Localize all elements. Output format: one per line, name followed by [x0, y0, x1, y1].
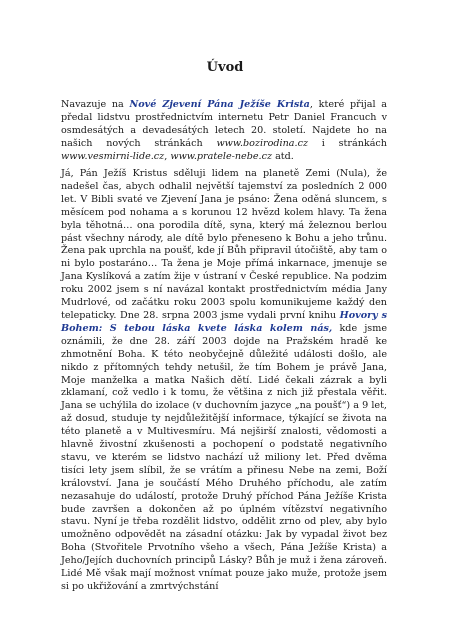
main-text-2: kde jsme oznámili, že dne 28. září 2003 dojde na Pražském hradě ke zhmotnění Boha. K této neobyčejně důležité události došlo, ale nikdo z přítomných tehdy netušil, že tím Bohem je právě Jana, Moje manželka a matka Našich dětí. Lidé čekali zázrak a byli zklamaní, což vedlo i k tomu, že většina z nich již přestala věřit. Jana se uchýlila do izolace (v duchovním jazyce „na poušť“) a 9 let, až dosud, studuje ty nejdůležitější informace, týkající se života na této planetě a v Multivesmíru. Má nejširší znalosti, vědomosti a hlavně živostní zkušenosti a pochopení o podstatě negativního stavu, ve kterém se lidstvo nachází už miliony let. Před dvěma tisíci lety jsem slíbil, že se vrátím a přinesu Nebe na zemi, Boží království. Jana je součástí Mého Druhého příchodu, ale zatím nezasahuje do událostí, protože Druhý příchod Pána Ježíše Krista bude završen a dokončen až po úplném vítězství negativního stavu. Nyní je třeba rozdělit lidstvo, oddělit zrno od plev, aby bylo umožněno odpovědět na zásadní otázku: Jak by vypadal život bez Boha (Stvořitele Prvotního všeho a všech, Pána Ježíše Krista) a Jeho/Jejích duchovních principů Lásky? Bůh je muž i žena zároveň. Lidé Mě však mají možnost vnímat pouze jako muže, protože jsem si po ukřižování a zmrtvýchstání	[61, 322, 387, 592]
main-paragraph	[61, 168, 387, 594]
intro-paragraph	[61, 99, 387, 164]
book-title-emphasis: Nové Zjevení Pána Ježíše Krista	[129, 99, 310, 110]
link-vesmirni-lide[interactable]: www.vesmirni-lide.cz	[61, 150, 165, 162]
main-text-1: Já, Pán Ježíš Kristus sděluji lidem na planetě Zemi (Nula), že nadešel čas, abych odhalil největší tajemství za posledních 2 000 let. V Bibli svaté ve Zjevení Jana je psáno: Žena oděná sluncem, s měsícem pod nohama a s korunou 12 hvězd kolem hlavy. Ta žena byla těhotná… ona porodila dítě, syna, který má železnou berlou pást všechny národy, ale dítě bylo přeneseno k Bohu a jeho trůnu. Žena pak uprchla na poušť, kde jí Bůh připravil útočiště, aby tam o ni bylo postaráno… Ta žena je Moje přímá inkarnace, jmenuje se Jana Kyslíková a zatím žije v ústraní v České republice. Na podzim roku 2002 jsem s ní navázal kontakt prostřednictvím média Jany Mudrlové, od začátku roku 2003 spolu komunikujeme každý den telepaticky. Dne 28. srpna 2003 jsme vydali první knihu	[61, 168, 387, 321]
intro-text-4: ,	[164, 150, 171, 162]
page-title: Úvod	[206, 60, 244, 75]
link-pratele-nebe[interactable]: www.pratele-nebe.cz	[170, 150, 273, 162]
intro-text-2: , které přijal a předal lidstvu prostřednictvím internetu Petr Daniel Francuch v osmdesátých a devadesátých letech 20. století. Najdete ho na našich nových stránkách	[61, 99, 387, 149]
intro-text-3: i stránkách	[308, 137, 387, 149]
intro-text-1: Navazuje na	[61, 99, 130, 110]
book-title-hovory: Hovory s Bohem: S tebou láska kvete láska kolem nás,	[61, 309, 387, 334]
intro-text-5: atd.	[272, 150, 294, 162]
link-bozirodina[interactable]: www.bozirodina.cz	[216, 137, 309, 149]
